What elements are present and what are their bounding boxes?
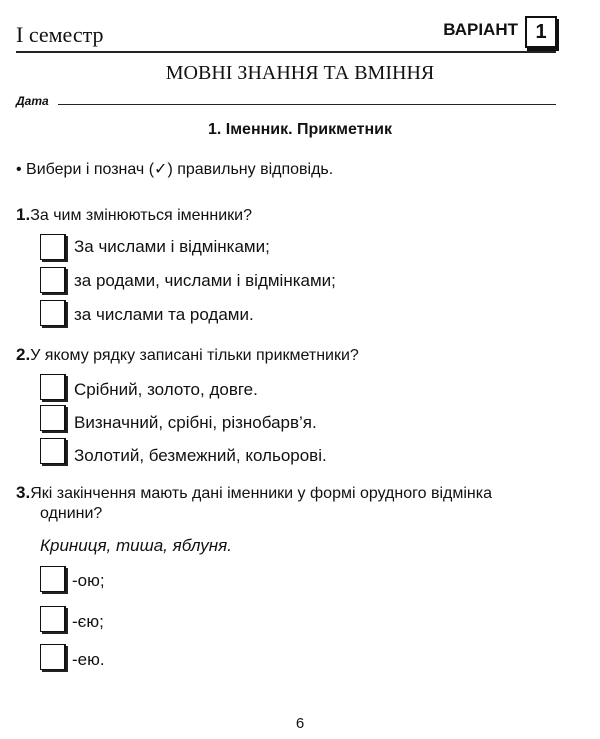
answer-checkbox[interactable] — [40, 374, 66, 400]
question-text: Які закінчення мають дані іменники у формі орудного відмінка — [30, 485, 492, 502]
answer-checkbox[interactable] — [40, 438, 66, 464]
header-divider — [16, 51, 556, 53]
question-2 — [16, 345, 359, 365]
answer-checkbox[interactable] — [40, 606, 66, 632]
question-text-continued: однини? — [40, 505, 103, 522]
answer-option: -єю; — [72, 612, 104, 631]
section-title: 1. Іменник. Прикметник — [207, 121, 392, 138]
question-text: У якому рядку записані тільки прикметники? — [30, 347, 359, 364]
question-3 — [16, 483, 492, 503]
answer-checkbox[interactable] — [40, 644, 66, 670]
date-label: Дата — [16, 94, 49, 108]
answer-option: -ею. — [72, 650, 105, 669]
question-number: 2. — [16, 345, 31, 364]
question-1 — [16, 205, 252, 225]
answer-option: -ою; — [72, 571, 105, 590]
question-number: 1. — [16, 205, 31, 224]
instruction: • Вибери і познач (✓) правильну відповідь. — [16, 161, 334, 178]
answer-checkbox[interactable] — [40, 566, 66, 592]
answer-checkbox[interactable] — [40, 405, 66, 431]
answer-checkbox[interactable] — [40, 234, 66, 260]
answer-option: за числами та родами. — [74, 305, 254, 324]
answer-option: За числами і відмінками; — [74, 237, 270, 256]
question-text: За чим змінюються іменники? — [30, 207, 252, 224]
semester-label: І семестр — [16, 22, 104, 47]
answer-checkbox[interactable] — [40, 300, 66, 326]
variant-label: ВАРІАНТ — [443, 20, 518, 39]
page-number: 6 — [295, 715, 305, 732]
answer-option: Визначний, срібні, різнобарв’я. — [74, 413, 317, 432]
example-words: Криниця, тиша, яблуня. — [40, 536, 232, 555]
answer-checkbox[interactable] — [40, 267, 66, 293]
variant-number: 1 — [525, 16, 557, 48]
answer-option: Золотий, безмежний, кольорові. — [74, 446, 327, 465]
answer-option: Срібний, золото, довге. — [74, 380, 258, 399]
date-field[interactable] — [58, 104, 556, 105]
page-title: МОВНІ ЗНАННЯ ТА ВМІННЯ — [165, 62, 435, 84]
question-number: 3. — [16, 483, 31, 502]
answer-option: за родами, числами і відмінками; — [74, 271, 336, 290]
